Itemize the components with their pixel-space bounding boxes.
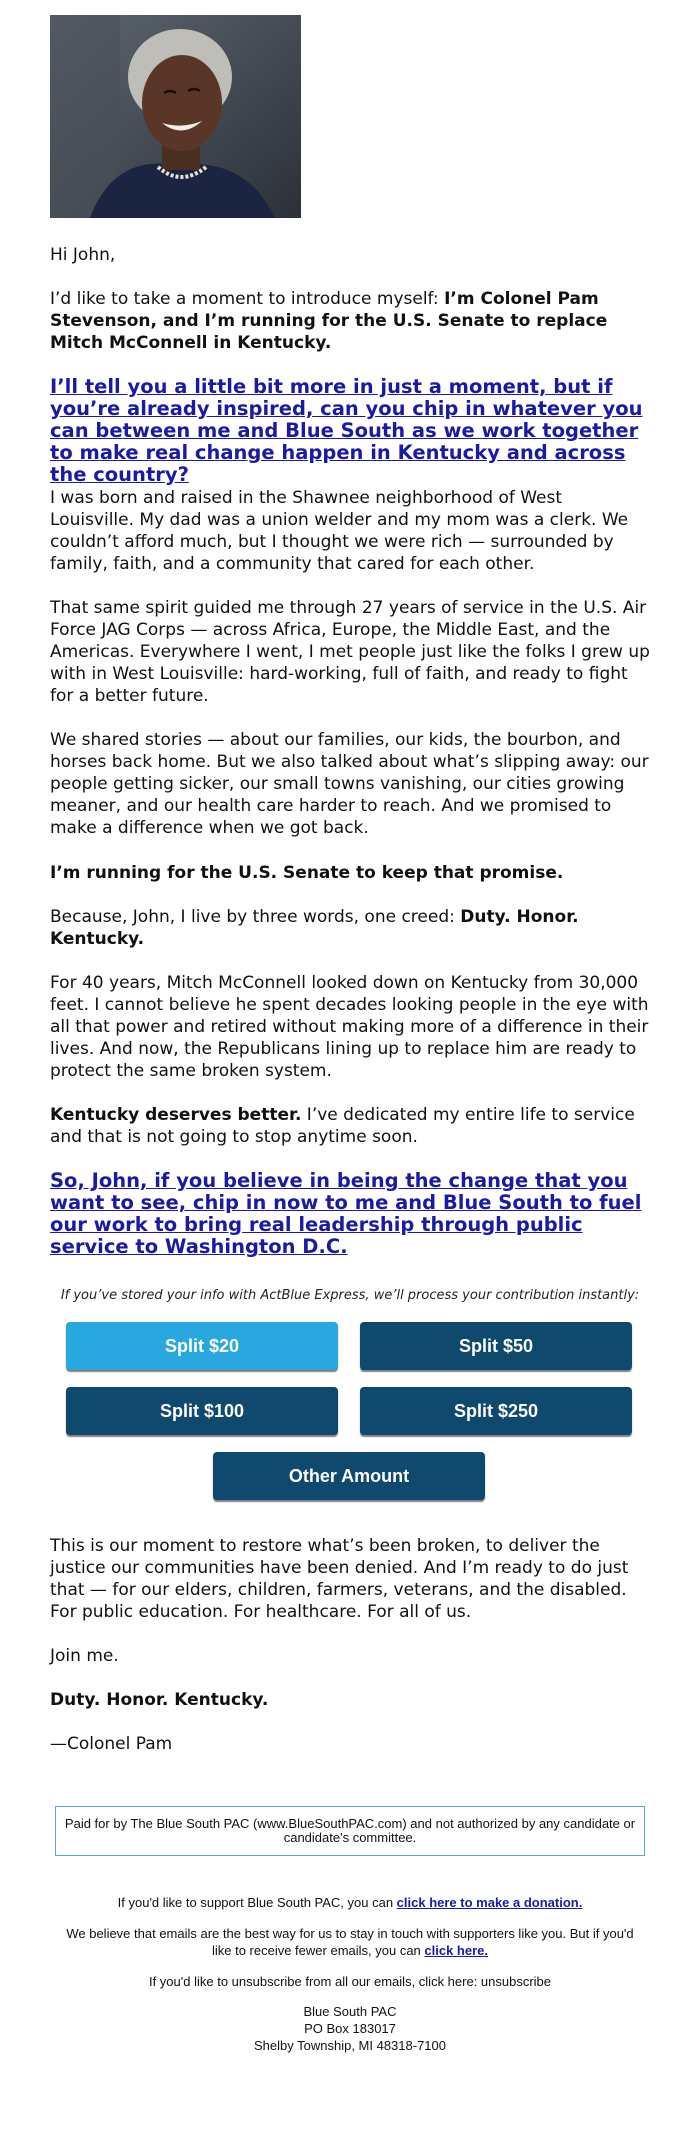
footer-unsubscribe-line [40, 1973, 660, 1990]
intro-bold: I’m Colonel Pam Stevenson, and I’m running for the U.S. Senate to replace Mitch McConnell in Kentucky. [50, 289, 608, 353]
candidate-photo [50, 15, 301, 218]
make-donation-link[interactable]: click here to make a donation. [396, 1895, 583, 1910]
split-250-button[interactable]: Split $250 [360, 1387, 632, 1435]
unsubscribe-link[interactable]: unsubscribe [480, 1974, 552, 1989]
intro-paragraph [50, 288, 650, 354]
paragraph-our-moment: This is our moment to restore what’s been broken, to deliver the justice our communities have been denied. And I’m ready to do just that — for our elders, children, farmers, veterans, and the disabled. For public education. For healthcare. For all of us. [50, 1536, 629, 1622]
paragraph-born-raised: I was born and raised in the Shawnee neighborhood of West Louisville. My dad was a union welder and my mom was a clerk. We couldn’t afford much, but I thought we were rich — surrounded by family, faith, and a community that cared for each other. [50, 488, 629, 574]
closing-creed: Duty. Honor. Kentucky. [50, 1690, 269, 1710]
paragraph-creed [50, 906, 650, 950]
other-amount-button[interactable]: Other Amount [213, 1452, 485, 1500]
footer-emails-line [60, 1925, 640, 1959]
donate-link-main[interactable]: So, John, if you believe in being the change that you want to see, chip in now to me and Blue South to fuel our work to bring real leadership through public service to Washington D.C. [50, 1169, 642, 1258]
emails-lead: We believe that emails are the best way for us to stay in touch with supporters like you. But if you'd like to receive fewer emails, you can [66, 1926, 634, 1958]
deserves-bold: Kentucky deserves better. [50, 1105, 302, 1125]
paragraph-stories: We shared stories — about our families, our kids, the bourbon, and horses back home. But we also talked about what’s slipping away: our people getting sicker, our small towns vanishing, our cities growing meaner, and our health care harder to reach. And we promised to make a difference when we got back. [50, 730, 649, 838]
footer-org-name: Blue South PAC [303, 2004, 397, 2019]
paragraph-promise: I’m running for the U.S. Senate to keep that promise. [50, 863, 564, 883]
creed-lead: Because, John, I live by three words, one creed: [50, 907, 461, 927]
fewer-emails-link[interactable]: click here. [424, 1943, 489, 1958]
intro-lead: I’d like to take a moment to introduce myself: [50, 289, 445, 309]
creed-bold: Duty. Honor. Kentucky. [50, 907, 579, 949]
footer-support-line [40, 1894, 660, 1911]
paragraph-deserves-better [50, 1104, 650, 1148]
footer-city: Shelby Township, MI 48318-7100 [254, 2038, 446, 2053]
signature: —Colonel Pam [50, 1734, 173, 1754]
paid-for-disclaimer: Paid for by The Blue South PAC (www.BlueSouthPAC.com) and not authorized by any candidate or candidate's committee. [55, 1806, 645, 1856]
actblue-express-note: If you’ve stored your info with ActBlue Express, we’ll process your contribution instantly: [60, 1288, 640, 1303]
split-20-button[interactable]: Split $20 [66, 1322, 338, 1370]
split-50-button[interactable]: Split $50 [360, 1322, 632, 1370]
split-100-button[interactable]: Split $100 [66, 1387, 338, 1435]
deserves-rest: I’ve dedicated my entire life to service and that is not going to stop anytime soon. [50, 1105, 635, 1147]
paragraph-mcconnell: For 40 years, Mitch McConnell looked down on Kentucky from 30,000 feet. I cannot believe he spent decades looking people in the eye with all that power and retired without making more of a difference in their lives. And now, the Republicans lining up to replace him are ready to protect the same broken system. [50, 973, 649, 1081]
greeting: Hi John, [50, 245, 116, 265]
unsubscribe-lead: If you'd like to unsubscribe from all our emails, click here: [148, 1974, 481, 1989]
paragraph-service: That same spirit guided me through 27 years of service in the U.S. Air Force JAG Corps — across Africa, Europe, the Middle East, and the Americas. Everywhere I went, I met people just like the folks I grew up with in West Louisville: hard-working, full of faith, and ready to fight for a better future. [50, 598, 650, 706]
footer-po-box: PO Box 183017 [304, 2021, 396, 2036]
join-me: Join me. [50, 1646, 119, 1666]
donate-link-intro[interactable]: I’ll tell you a little bit more in just a moment, but if you’re already inspired, can you chip in whatever you can between me and Blue South as we work together to make real change happen in Kentucky and across the country? [50, 375, 643, 486]
support-lead: If you'd like to support Blue South PAC, you can [117, 1895, 397, 1910]
candidate-portrait-image [50, 15, 301, 218]
